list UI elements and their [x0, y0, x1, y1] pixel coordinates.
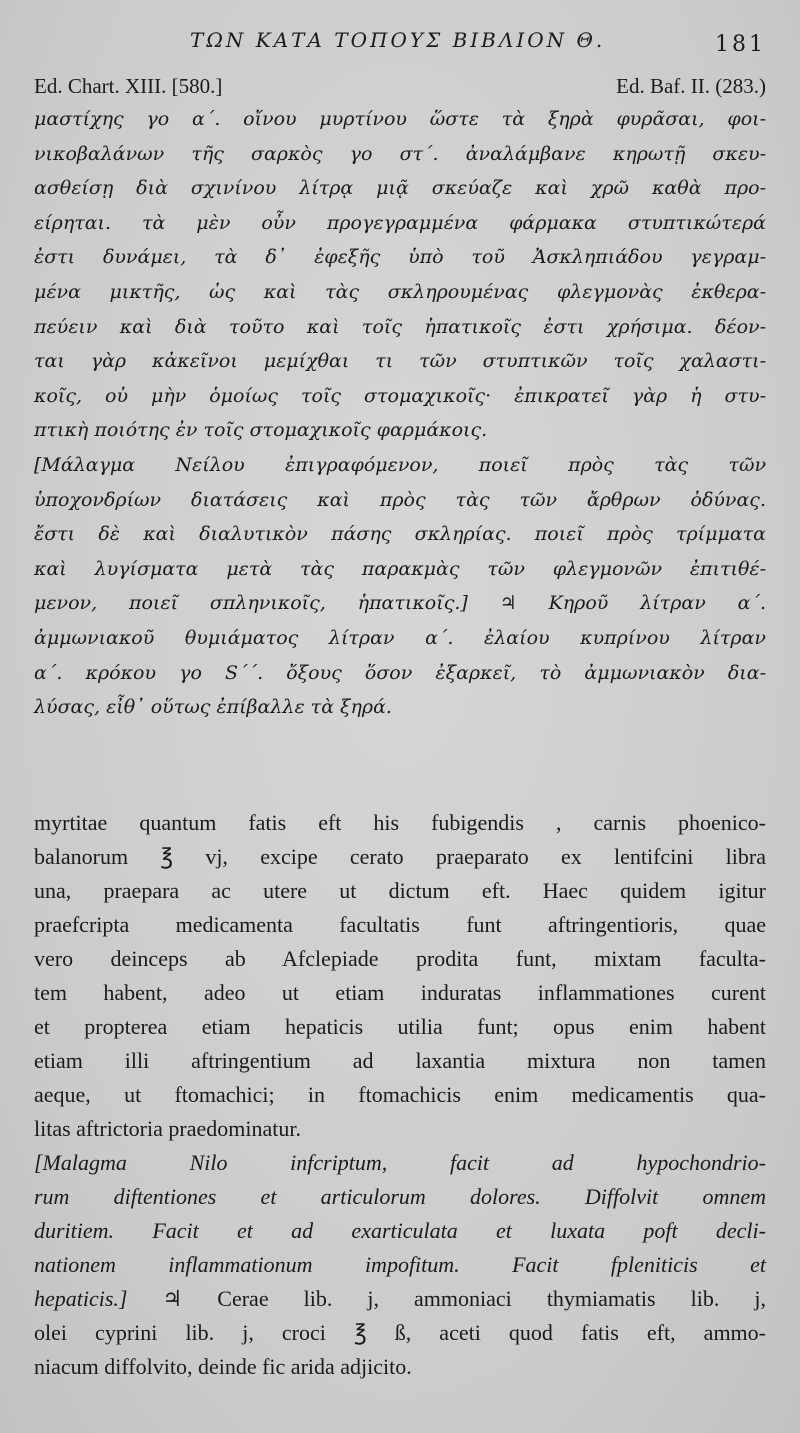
- latin-line: praefcripta medicamenta facultatis funt aftringentioris, quae: [34, 912, 766, 937]
- greek-line: μενον, ποιεῖ σπληνικοῖς, ἡπατικοῖς.] ♃ Κηροῦ λίτραν α΄.: [34, 592, 766, 615]
- greek-line: λύσας, εἶθ᾽ οὕτως ἐπίβαλλε τὰ ξηρά.: [34, 696, 392, 719]
- greek-line: νικοβαλάνων τῆς σαρκὸς γο στ΄. ἀναλάμβανε κηρωτῇ σκευ-: [34, 142, 766, 165]
- greek-line: μένα μικτῆς, ὡς καὶ τὰς σκληρουμένας φλεγμονὰς ἐκθερα-: [34, 280, 766, 303]
- greek-line: ται γὰρ κἀκεῖνοι μεμίχθαι τι τῶν στυπτικῶν τοῖς χαλαστι-: [34, 350, 766, 373]
- latin-italic-line: duritiem. Facit et ad exarticulata et luxata poft decli-: [34, 1218, 766, 1243]
- running-title: ΤΩΝ ΚΑΤΑ ΤΟΠΟΥΣ ΒΙΒΛΙΟΝ Θ.: [190, 28, 606, 52]
- latin-line: etiam illi aftringentium ad laxantia mixtura non tamen: [34, 1048, 766, 1073]
- greek-line: μαστίχης γο α΄. οἴνου μυρτίνου ὥστε τὰ ξηρὰ φυρᾶσαι, φοι-: [34, 108, 766, 130]
- greek-text-block: [34, 102, 766, 725]
- latin-line: niacum diffolvito, deinde fic arida adjicito.: [34, 1354, 412, 1379]
- running-head: [0, 28, 800, 62]
- greek-line: πεύειν καὶ διὰ τοῦτο καὶ τοῖς ἡπατικοῖς ἐστι χρήσιμα. δέον-: [34, 315, 766, 338]
- greek-line: [Μάλαγμα Νείλου ἐπιγραφόμενον, ποιεῖ πρὸς τὰς τῶν: [34, 453, 766, 476]
- latin-line: et propterea etiam hepaticis utilia funt; opus enim habent: [34, 1014, 766, 1039]
- latin-line: vero deinceps ab Afclepiade prodita funt, mixtam faculta-: [34, 946, 766, 971]
- latin-line: myrtitae quantum fatis eft his fubigendis , carnis phoenico-: [34, 810, 766, 835]
- greek-line: ἀμμωνιακοῦ θυμιάματος λίτραν α΄. ἐλαίου κυπρίνου λίτραν: [34, 626, 766, 649]
- greek-line: ἔστι δὲ καὶ διαλυτικὸν πάσης σκληρίας. ποιεῖ πρὸς τρίμματα: [34, 523, 766, 546]
- latin-line: aeque, ut ftomachici; in ftomachicis enim medicamentis qua-: [34, 1082, 766, 1107]
- page-number: 181: [715, 32, 766, 57]
- latin-italic-line: rum diftentiones et articulorum dolores. Diffolvit omnem: [34, 1184, 766, 1209]
- latin-line: olei cyprini lib. j, croci ℥ ß, aceti quod fatis eft, ammo-: [34, 1320, 766, 1345]
- greek-line: ἐστι δυνάμει, τὰ δ᾽ ἐφεξῆς ὑπὸ τοῦ Ἀσκληπιάδου γεγραμ-: [34, 246, 766, 269]
- greek-line: ασθείσῃ διὰ σχινίνου λίτρᾳ μιᾷ σκεύαζε καὶ χρῶ καθὰ προ-: [34, 177, 766, 200]
- latin-italic-line: nationem inflammationum impofitum. Facit fpleniticis et: [34, 1252, 766, 1277]
- latin-line: balanorum ℥ vj, excipe cerato praeparato ex lentifcini libra: [34, 844, 766, 869]
- latin-roman-run: ♃ Cerae lib. j, ammoniaci thymiamatis lib. j,: [127, 1286, 766, 1311]
- latin-italic-line: [Malagma Nilo infcriptum, facit ad hypochondrio-: [34, 1150, 766, 1175]
- edition-chartier: Ed. Chart. XIII. [580.]: [34, 74, 223, 98]
- latin-line: tem habent, adeo ut etiam induratas inflammationes curent: [34, 980, 766, 1005]
- greek-line: καὶ λυγίσματα μετὰ τὰς παρακμὰς τῶν φλεγμονῶν ἐπιτιθέ-: [34, 557, 766, 580]
- greek-line: πτικὴ ποιότης ἐν τοῖς στομαχικοῖς φαρμάκοις.: [34, 419, 488, 442]
- latin-italic-run: hepaticis.]: [34, 1286, 128, 1311]
- edition-basel: Ed. Baf. II. (283.): [616, 74, 766, 98]
- greek-line: είρηται. τὰ μὲν οὖν προγεγραμμένα φάρμακα στυπτικώτερά: [34, 211, 766, 234]
- latin-text-block: [34, 806, 766, 1384]
- latin-line: litas aftrictoria praedominatur.: [34, 1116, 301, 1141]
- greek-line: κοῖς, οὐ μὴν ὁμοίως τοῖς στομαχικοῖς· ἐπικρατεῖ γὰρ ἡ στυ-: [34, 384, 766, 407]
- greek-line: ὑποχονδρίων διατάσεις καὶ πρὸς τὰς τῶν ἄρθρων ὀδύνας.: [34, 488, 766, 511]
- greek-line: α΄. κρόκου γο S΄΄. ὄξους ὅσον ἐξαρκεῖ, τὸ ἀμμωνιακὸν δια-: [34, 661, 766, 684]
- latin-mixed-line: [34, 1282, 766, 1316]
- latin-line: una, praepara ac utere ut dictum eft. Haec quidem igitur: [34, 878, 766, 903]
